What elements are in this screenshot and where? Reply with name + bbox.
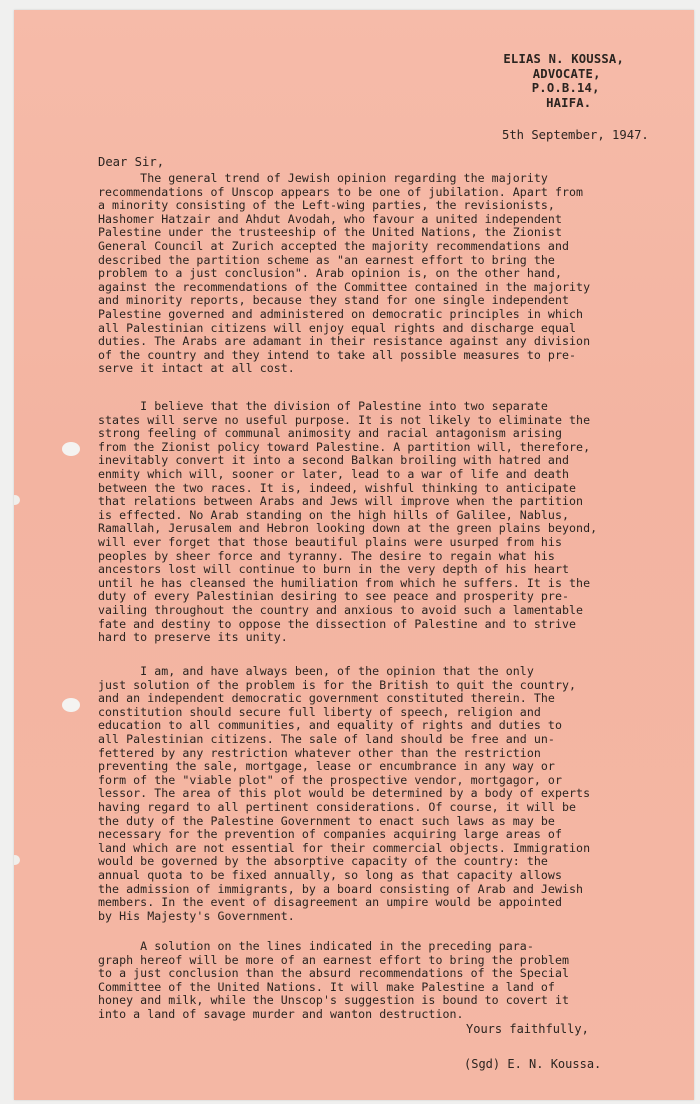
letterhead-po-box: P.O.B.14, — [531, 81, 600, 95]
text-line: will ever forget that those beautiful plains were usurped from his — [98, 534, 562, 549]
paragraph-3 — [98, 665, 688, 923]
text-line: to a just conclusion than the absurd recommendations of the Special — [98, 966, 570, 981]
punch-hole — [62, 442, 80, 456]
text-line: necessary for the prevention of companies acquiring large areas of — [98, 827, 562, 842]
text-line: that relations between Arabs and Jews will improve when the partition — [98, 494, 584, 509]
letterhead — [495, 52, 624, 110]
text-line: form of the "viable plot" of the prospective vendor, mortgagor, or — [98, 772, 562, 787]
text-line: problem to a just conclusion". Arab opinion is, on the other hand, — [98, 266, 562, 281]
text-line: annual quota to be fixed annually, so long as that capacity allows — [98, 867, 562, 882]
text-line: the admission of immigrants, by a board consisting of Arab and Jewish — [98, 881, 584, 896]
text-line: of the country and they intend to take all possible measures to pre- — [98, 347, 577, 362]
text-line: Palestine governed and administered on democratic principles in which — [98, 306, 584, 321]
text-line: graph hereof will be more of an earnest effort to bring the problem — [98, 952, 570, 967]
signature: (Sgd) E. N. Koussa. — [464, 1057, 602, 1071]
text-line: vailing throughout the country and anxious to avoid such a lamentable — [98, 602, 584, 617]
text-line: land which are not essential for their commercial objects. Immigration — [98, 840, 591, 855]
letter-page — [14, 10, 694, 1100]
text-line: the duty of the Palestine Government to enact such laws as may be — [98, 813, 555, 828]
text-line: education to all communities, and equality of rights and duties to — [98, 718, 562, 733]
text-line: described the partition scheme as "an earnest effort to bring the — [98, 252, 555, 267]
text-line: inevitably convert it into a second Balkan broiling with hatred and — [98, 453, 570, 468]
text-line: lessor. The area of this plot would be determined by a body of experts — [98, 786, 591, 801]
text-line: would be governed by the absorptive capacity of the country: the — [98, 854, 548, 869]
text-line: ancestors lost will continue to burn in the very depth of his heart — [98, 562, 570, 577]
text-line: is effected. No Arab standing on the high hills of Galilee, Nablus, — [98, 507, 570, 522]
letterhead-city: HAIFA. — [546, 95, 592, 110]
salutation: Dear Sir, — [98, 155, 165, 169]
text-line: duties. The Arabs are adamant in their resistance against any division — [98, 334, 591, 349]
text-line: duty of every Palestinian desiring to see peace and prosperity pre- — [98, 589, 570, 604]
text-line: recommendations of Unscop appears to be one of jubilation. Apart from — [98, 184, 584, 199]
text-line: strong feeling of communal animosity and racial antagonism arising — [98, 426, 562, 441]
text-line: peoples by sheer force and tyranny. The desire to regain what his — [98, 548, 555, 563]
text-line: until he has cleansed the humiliation from which he suffers. It is the — [98, 575, 591, 590]
text-line: all Palestinian citizens will enjoy equal rights and discharge equal — [98, 320, 577, 335]
text-line: states will serve no useful purpose. It is not likely to eliminate the — [98, 412, 591, 427]
text-line: having regard to all pertinent considerations. Of course, it will be — [98, 799, 577, 814]
text-line: fettered by any restriction whatever other than the restriction — [98, 745, 541, 760]
text-line: and minority reports, because they stand for one single independent — [98, 293, 570, 308]
text-line: Committee of the United Nations. It will make Palestine a land of — [98, 979, 555, 994]
edge-notch — [14, 495, 20, 505]
letter-date: 5th September, 1947. — [502, 128, 649, 142]
closing: Yours faithfully, — [466, 1022, 589, 1036]
text-line: fate and destiny to oppose the dissection of Palestine and to strive — [98, 616, 577, 631]
text-line: and an independent democratic government constituted therein. The — [98, 691, 555, 706]
letterhead-title: ADVOCATE, — [532, 66, 601, 81]
text-line: enmity which will, sooner or later, lead to a war of life and death — [98, 466, 570, 481]
text-line: serve it intact at all cost. — [98, 361, 295, 376]
text-line: The general trend of Jewish opinion regarding the majority — [98, 171, 548, 185]
text-line: all Palestinian citizens. The sale of land should be free and un- — [98, 731, 555, 746]
text-line: honey and milk, while the Unscop's suggestion is bound to covert it — [98, 993, 570, 1008]
text-line: members. In the event of disagreement an umpire would be appointed — [98, 895, 562, 910]
text-line: preventing the sale, mortgage, lease or encumbrance in any way or — [98, 759, 555, 774]
edge-notch — [14, 855, 20, 865]
paragraph-1 — [98, 172, 688, 376]
text-line: Ramallah, Jerusalem and Hebron looking down at the green plains beyond, — [98, 521, 598, 536]
text-line: General Council at Zurich accepted the majority recommendations and — [98, 238, 570, 253]
text-line: A solution on the lines indicated in the preceding para- — [98, 939, 534, 953]
paragraph-4 — [98, 940, 688, 1022]
paragraph-2 — [98, 400, 688, 645]
text-line: just solution of the problem is for the British to quit the country, — [98, 677, 577, 692]
text-line: from the Zionist policy toward Palestine. A partition will, therefore, — [98, 439, 591, 454]
text-line: constitution should secure full liberty of speech, religion and — [98, 704, 541, 719]
text-line: between the two races. It is, indeed, wishful thinking to anticipate — [98, 480, 577, 495]
text-line: Hashomer Hatzair and Ahdut Avodah, who favour a united independent — [98, 211, 562, 226]
text-line: a minority consisting of the Left-wing parties, the revisionists, — [98, 198, 555, 213]
text-line: by His Majesty's Government. — [98, 908, 295, 923]
text-line: against the recommendations of the Committee contained in the majority — [98, 279, 591, 294]
punch-hole — [62, 698, 80, 712]
text-line: Palestine under the trusteeship of the United Nations, the Zionist — [98, 225, 562, 240]
letterhead-name: ELIAS N. KOUSSA, — [503, 52, 624, 66]
text-line: I believe that the division of Palestine into two separate — [98, 399, 548, 413]
text-line: hard to preserve its unity. — [98, 630, 288, 645]
text-line: I am, and have always been, of the opinion that the only — [98, 664, 534, 678]
text-line: into a land of savage murder and wanton destruction. — [98, 1006, 464, 1021]
